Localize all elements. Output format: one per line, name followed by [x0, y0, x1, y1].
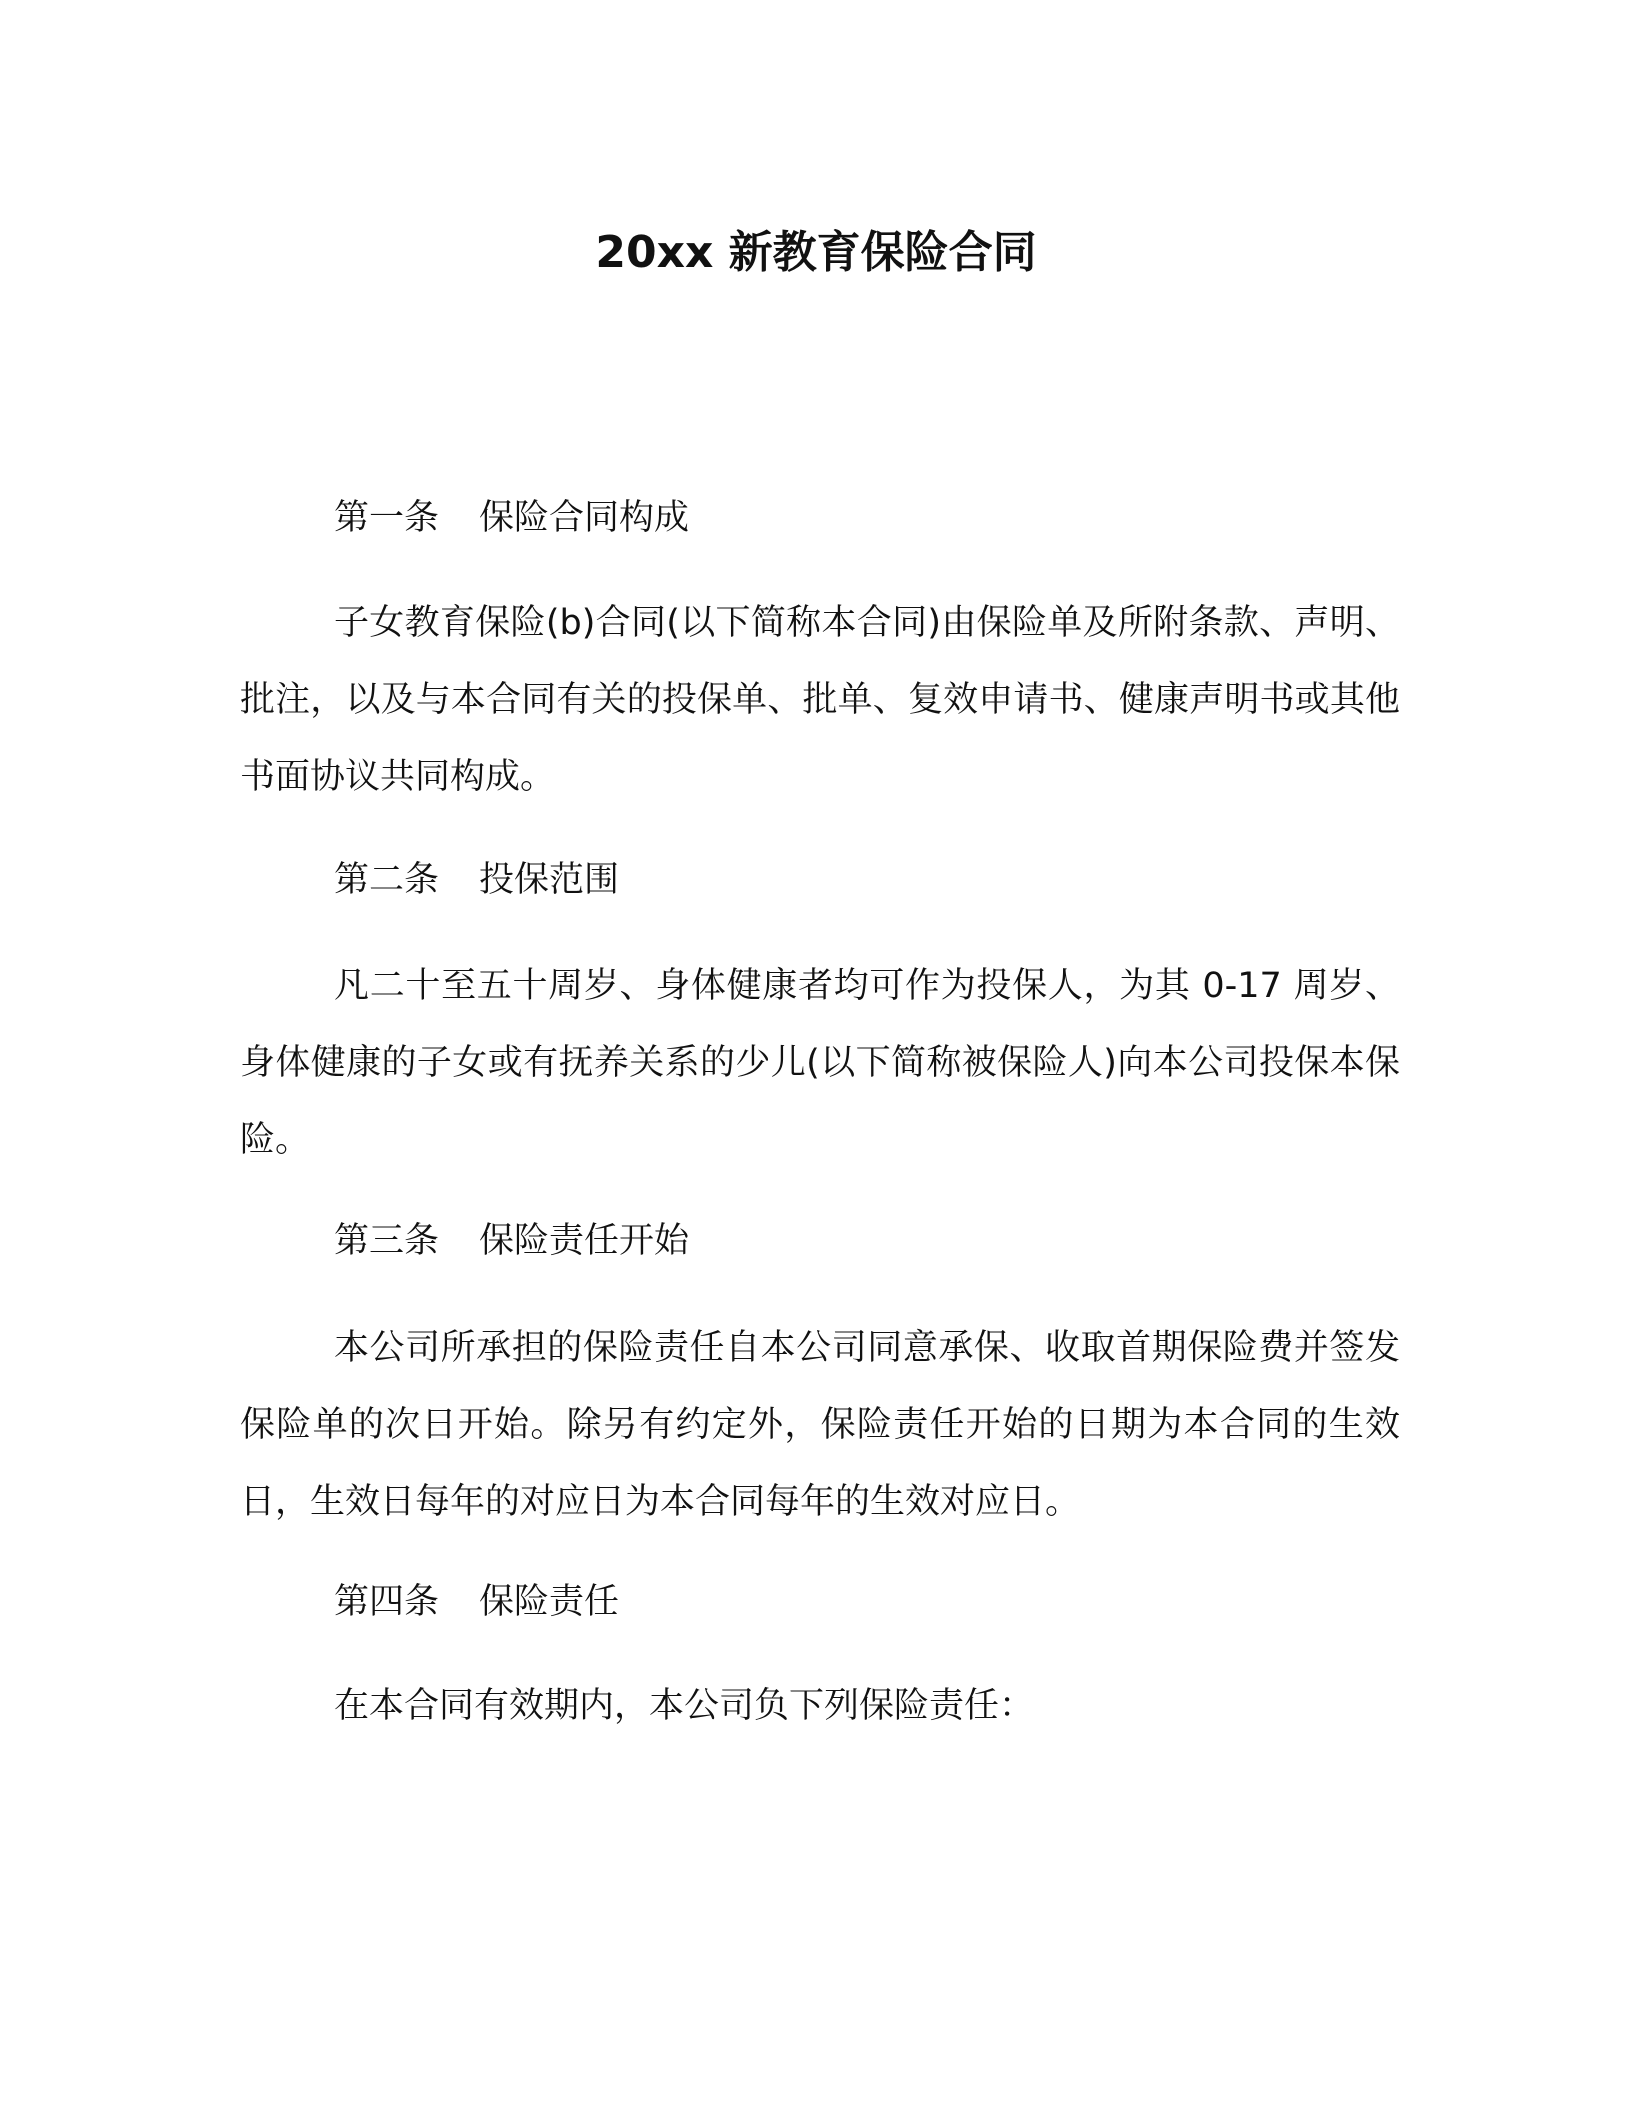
section-title: 保险合同构成 [479, 498, 690, 538]
section-title: 投保范围 [479, 860, 620, 900]
document-title: 20xx 新教育保险合同 [595, 227, 1037, 278]
section-paragraph-2: 凡二十至五十周岁、身体健康者均可作为投保人，为其 0-17 周岁、身体健康的子女或有抚养关系的少儿(以下简称被保险人)向本公司投保本保险。 [240, 966, 1400, 1160]
section-number: 第二条 [334, 860, 440, 900]
section-heading-1 [334, 488, 689, 548]
section-title: 保险责任 [479, 1582, 620, 1622]
section-number: 第一条 [334, 498, 440, 538]
section-heading-4 [334, 1572, 619, 1632]
section-title: 保险责任开始 [479, 1221, 690, 1261]
section-heading-3 [334, 1211, 689, 1271]
section-number: 第四条 [334, 1582, 440, 1622]
section-heading-2 [334, 850, 619, 910]
section-paragraph-4: 在本合同有效期内，本公司负下列保险责任： [334, 1686, 1035, 1726]
section-paragraph-3: 本公司所承担的保险责任自本公司同意承保、收取首期保险费并签发保险单的次日开始。除另有约定外，保险责任开始的日期为本合同的生效日，生效日每年的对应日为本合同每年的生效对应日。 [240, 1328, 1400, 1522]
section-number: 第三条 [334, 1221, 440, 1261]
section-paragraph-1: 子女教育保险(b)合同(以下简称本合同)由保险单及所附条款、声明、批注，以及与本合同有关的投保单、批单、复效申请书、健康声明书或其他书面协议共同构成。 [240, 603, 1400, 797]
